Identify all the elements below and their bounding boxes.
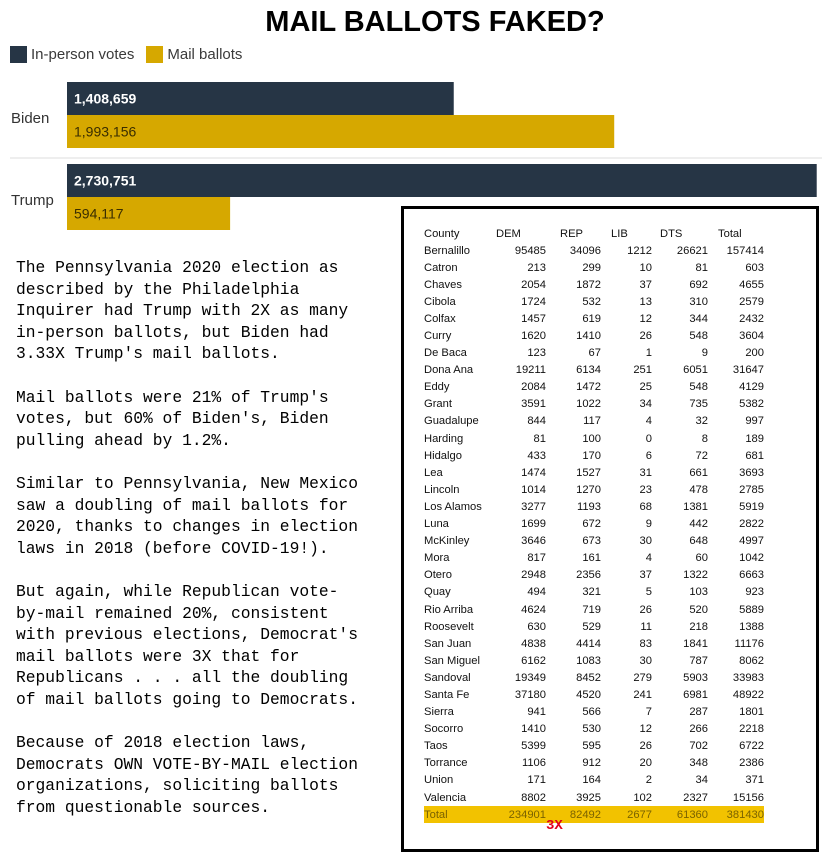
county-name-cell: Chaves: [424, 278, 462, 291]
county-name-cell: Torrance: [424, 757, 468, 770]
table-cell: 12: [639, 723, 652, 736]
table-cell: 321: [582, 586, 601, 599]
table-cell: 12: [639, 312, 652, 325]
table-cell: 0: [645, 432, 652, 445]
table-row: [424, 276, 764, 293]
table-cell: 83: [639, 637, 652, 650]
annotation-3x: 3X: [546, 818, 563, 834]
legend-label-in-person: In-person votes: [31, 46, 135, 63]
table-row: [424, 345, 764, 362]
table-cell: 548: [689, 381, 708, 394]
table-cell: 4: [645, 552, 652, 565]
table-cell: 37: [639, 278, 652, 291]
table-cell: 60: [695, 552, 708, 565]
narrative-paragraph: The Pennsylvania 2020 election as described by the Philadelphia Inquirer had Trump with 2X as many in-person ballots, but Biden had 3.33X Trump's mail ballots.: [16, 258, 349, 364]
table-row: [424, 772, 764, 789]
table-row: [424, 704, 764, 721]
table-cell: 344: [689, 312, 708, 325]
county-name-cell: Union: [424, 774, 454, 787]
table-cell: 19211: [515, 364, 546, 377]
table-cell: 9: [645, 518, 652, 531]
table-cell: 15156: [732, 791, 764, 804]
table-cell: 520: [689, 603, 708, 616]
narrative-paragraph: Mail ballots were 21% of Trump's votes, but 60% of Biden's, Biden pulling ahead by 1.2%.: [16, 387, 329, 450]
table-row: [424, 686, 764, 703]
table-cell: 1381: [683, 500, 708, 513]
table-cell: 529: [582, 620, 601, 633]
table-cell: 2822: [739, 518, 764, 531]
table-cell: 11176: [734, 637, 764, 650]
table-cell: 2579: [739, 295, 764, 308]
column-header: LIB: [611, 227, 628, 240]
table-cell: 13: [639, 295, 652, 308]
table-cell: 941: [527, 706, 546, 719]
county-name-cell: McKinley: [424, 535, 470, 548]
table-cell: 661: [689, 466, 708, 479]
legend-label-mail: Mail ballots: [167, 46, 243, 63]
county-table-body: [424, 242, 764, 823]
table-cell: 279: [633, 671, 652, 684]
table-cell: 997: [745, 415, 764, 428]
legend-swatch-in-person: [10, 46, 27, 63]
table-cell: 7: [645, 706, 652, 719]
table-cell: 6663: [739, 569, 764, 582]
table-cell: 530: [582, 723, 601, 736]
table-cell: 2785: [739, 483, 764, 496]
table-cell: 735: [689, 398, 708, 411]
table-cell: 1410: [521, 723, 546, 736]
table-cell: 157414: [726, 244, 764, 257]
county-name-cell: Otero: [424, 569, 452, 582]
table-cell: 1014: [521, 483, 546, 496]
table-cell: 287: [689, 706, 708, 719]
table-cell: 6981: [683, 688, 708, 701]
bar-value-label: 594,117: [74, 205, 124, 222]
table-cell: 2: [645, 774, 652, 787]
narrative-paragraph: But again, while Republican vote- by-mail remained 20%, consistent with previous elections, Democrat's mail ballots were 3X that for Republicans . . . all the doubling of mail ballots going to Democrats.: [16, 581, 358, 709]
table-cell: 787: [689, 654, 708, 667]
table-cell: 619: [582, 312, 601, 325]
table-cell: 648: [689, 535, 708, 548]
table-cell: 1212: [627, 244, 652, 257]
table-cell: 20: [639, 757, 652, 770]
county-name-cell: De Baca: [424, 347, 467, 360]
table-row: [424, 550, 764, 567]
table-cell: 1410: [576, 330, 601, 343]
county-name-cell: Cibola: [424, 295, 456, 308]
table-cell: 95485: [514, 244, 546, 257]
table-cell: 4838: [521, 637, 546, 650]
table-cell: 2677: [601, 806, 652, 823]
county-name-cell: Rio Arriba: [424, 603, 474, 616]
table-cell: 5: [645, 586, 652, 599]
table-cell: 8062: [739, 654, 764, 667]
table-row: [424, 481, 764, 498]
table-cell: 30: [639, 535, 652, 548]
table-cell: 1457: [521, 312, 546, 325]
legend-item-in-person: [10, 46, 134, 63]
table-cell: 1472: [576, 381, 601, 394]
table-cell: 1801: [739, 706, 764, 719]
bar-value-label: 1,993,156: [74, 123, 137, 140]
county-name-cell: Total: [424, 806, 496, 823]
county-name-cell: San Miguel: [424, 654, 480, 667]
table-cell: 1106: [521, 757, 546, 770]
table-cell: 4129: [739, 381, 764, 394]
table-row: [424, 430, 764, 447]
bar-in-person-trump: [67, 164, 817, 197]
county-name-cell: Santa Fe: [424, 688, 470, 701]
table-cell: 912: [582, 757, 601, 770]
county-name-cell: Catron: [424, 261, 458, 274]
table-cell: 5382: [739, 398, 764, 411]
table-row: [424, 516, 764, 533]
table-cell: 26: [639, 740, 652, 753]
table-cell: 844: [527, 415, 546, 428]
county-name-cell: Dona Ana: [424, 364, 474, 377]
table-cell: 117: [583, 415, 601, 428]
county-name-cell: Colfax: [424, 312, 456, 325]
table-cell: 4: [645, 415, 652, 428]
table-cell: 11: [640, 620, 652, 633]
table-cell: 603: [745, 261, 764, 274]
category-label: Biden: [11, 110, 50, 127]
column-header: Total: [718, 227, 742, 240]
table-cell: 9: [701, 347, 708, 360]
table-row: [424, 601, 764, 618]
table-cell: 72: [695, 449, 708, 462]
table-cell: 299: [582, 261, 601, 274]
table-cell: 532: [582, 295, 601, 308]
table-cell: 3277: [521, 500, 546, 513]
table-cell: 5889: [739, 603, 764, 616]
county-name-cell: Mora: [424, 552, 450, 565]
table-cell: 81: [533, 432, 546, 445]
table-cell: 348: [689, 757, 708, 770]
table-row: [424, 652, 764, 669]
table-cell: 2948: [521, 569, 546, 582]
table-cell: 2084: [521, 381, 546, 394]
table-cell: 1699: [521, 518, 546, 531]
column-header: County: [424, 227, 460, 240]
table-cell: 6162: [521, 654, 546, 667]
table-cell: 310: [689, 295, 708, 308]
table-cell: 33983: [732, 671, 764, 684]
table-cell: 34: [639, 398, 652, 411]
table-row: [424, 293, 764, 310]
table-cell: 4624: [521, 603, 546, 616]
legend-swatch-mail: [146, 46, 163, 63]
table-cell: 26621: [676, 244, 708, 257]
table-cell: 681: [745, 449, 764, 462]
table-cell: 81: [695, 261, 708, 274]
county-name-cell: Socorro: [424, 723, 464, 736]
table-cell: 371: [745, 774, 764, 787]
county-name-cell: Los Alamos: [424, 500, 482, 513]
county-name-cell: Grant: [424, 398, 452, 411]
table-cell: 5919: [739, 500, 764, 513]
table-cell: 692: [689, 278, 708, 291]
table-cell: 103: [689, 586, 708, 599]
table-cell: 1474: [521, 466, 546, 479]
table-cell: 630: [527, 620, 546, 633]
table-cell: 213: [527, 261, 546, 274]
table-row: [424, 669, 764, 686]
table-cell: 1: [645, 347, 652, 360]
table-cell: 251: [633, 364, 652, 377]
narrative-paragraph: Similar to Pennsylvania, New Mexico saw a doubling of mail ballots for 2020, thanks to changes in election laws in 2018 (before COVID-19!).: [16, 473, 358, 558]
table-row: [424, 396, 764, 413]
table-cell: 61360: [652, 806, 708, 823]
table-row: [424, 242, 764, 259]
table-row: [424, 738, 764, 755]
table-cell: 3925: [576, 791, 601, 804]
table-cell: 8: [701, 432, 708, 445]
table-cell: 817: [527, 552, 546, 565]
table-cell: 478: [689, 483, 708, 496]
table-row: [424, 362, 764, 379]
table-cell: 433: [527, 449, 546, 462]
table-cell: 2218: [739, 723, 764, 736]
table-cell: 189: [745, 432, 764, 445]
table-row: [424, 447, 764, 464]
table-cell: 702: [689, 740, 708, 753]
county-name-cell: Sierra: [424, 706, 454, 719]
county-name-cell: Curry: [424, 330, 452, 343]
table-cell: 5399: [521, 740, 546, 753]
table-total-row: [424, 806, 764, 823]
table-row: [424, 721, 764, 738]
table-cell: 234901: [496, 806, 546, 823]
table-cell: 1872: [576, 278, 601, 291]
table-cell: 4414: [576, 637, 601, 650]
table-cell: 241: [633, 688, 652, 701]
table-cell: 1322: [683, 569, 708, 582]
table-cell: 3646: [521, 535, 546, 548]
table-cell: 4520: [576, 688, 601, 701]
table-row: [424, 310, 764, 327]
table-cell: 1083: [576, 654, 601, 667]
table-cell: 2054: [521, 278, 546, 291]
table-cell: 123: [527, 347, 546, 360]
bar-value-label: 2,730,751: [74, 172, 137, 189]
table-cell: 6722: [739, 740, 764, 753]
county-name-cell: Eddy: [424, 381, 450, 394]
table-cell: 566: [582, 706, 601, 719]
table-cell: 171: [527, 774, 546, 787]
table-cell: 34: [695, 774, 708, 787]
table-cell: 48922: [732, 688, 764, 701]
table-cell: 161: [582, 552, 601, 565]
table-row: [424, 413, 764, 430]
table-cell: 2432: [739, 312, 764, 325]
table-cell: 25: [639, 381, 652, 394]
table-cell: 1022: [576, 398, 601, 411]
county-name-cell: Harding: [424, 432, 464, 445]
table-cell: 2327: [683, 791, 708, 804]
table-row: [424, 464, 764, 481]
table-cell: 6134: [576, 364, 601, 377]
county-name-cell: Lea: [424, 466, 443, 479]
table-cell: 3693: [739, 466, 764, 479]
table-cell: 37: [639, 569, 652, 582]
table-cell: 31: [639, 466, 652, 479]
table-cell: 26: [639, 603, 652, 616]
bar-mail-biden: [67, 115, 614, 148]
county-name-cell: Bernalillo: [424, 244, 471, 257]
county-name-cell: Hidalgo: [424, 449, 462, 462]
table-cell: 102: [633, 791, 652, 804]
table-cell: 1042: [739, 552, 764, 565]
table-cell: 672: [582, 518, 601, 531]
table-cell: 1620: [521, 330, 546, 343]
table-cell: 32: [695, 415, 708, 428]
table-cell: 8802: [521, 791, 546, 804]
table-row: [424, 618, 764, 635]
county-table: [424, 225, 764, 823]
narrative: [16, 257, 406, 840]
county-table-panel: [401, 206, 819, 852]
legend: [10, 46, 254, 63]
table-cell: 266: [689, 723, 708, 736]
county-name-cell: San Juan: [424, 637, 472, 650]
table-cell: 200: [745, 347, 764, 360]
table-cell: 67: [588, 347, 601, 360]
legend-item-mail: [146, 46, 242, 63]
table-cell: 2386: [739, 757, 764, 770]
table-cell: 1527: [576, 466, 601, 479]
table-cell: 4655: [739, 278, 764, 291]
table-row: [424, 533, 764, 550]
table-cell: 3604: [739, 330, 764, 343]
table-cell: 2356: [576, 569, 601, 582]
county-name-cell: Lincoln: [424, 483, 460, 496]
county-name-cell: Luna: [424, 518, 449, 531]
county-name-cell: Guadalupe: [424, 415, 479, 428]
table-cell: 10: [639, 261, 652, 274]
table-row: [424, 498, 764, 515]
table-cell: 26: [639, 330, 652, 343]
table-row: [424, 755, 764, 772]
table-cell: 23: [639, 483, 652, 496]
table-cell: 719: [582, 603, 601, 616]
bar-value-label: 1,408,659: [74, 90, 137, 107]
column-header: DEM: [496, 227, 521, 240]
category-label: Trump: [11, 192, 54, 209]
table-cell: 923: [745, 586, 764, 599]
table-row: [424, 567, 764, 584]
column-header: REP: [560, 227, 584, 240]
table-cell: 673: [582, 535, 601, 548]
table-cell: 1388: [739, 620, 764, 633]
table-cell: 548: [689, 330, 708, 343]
table-cell: 1270: [576, 483, 601, 496]
county-name-cell: Sandoval: [424, 671, 471, 684]
table-cell: 4997: [739, 535, 764, 548]
table-cell: 100: [582, 432, 601, 445]
table-row: [424, 259, 764, 276]
table-cell: 6: [645, 449, 652, 462]
table-cell: 19349: [514, 671, 546, 684]
table-row: [424, 327, 764, 344]
county-name-cell: Taos: [424, 740, 448, 753]
table-cell: 82492: [546, 806, 601, 823]
table-cell: 30: [639, 654, 652, 667]
table-cell: 6051: [683, 364, 708, 377]
table-cell: 218: [689, 620, 708, 633]
table-cell: 8452: [576, 671, 601, 684]
county-name-cell: Quay: [424, 586, 451, 599]
table-row: [424, 584, 764, 601]
column-header: DTS: [660, 227, 683, 240]
table-cell: 494: [527, 586, 546, 599]
table-cell: 164: [582, 774, 601, 787]
narrative-paragraph: Because of 2018 election laws, Democrats OWN VOTE-BY-MAIL election organizations, soliciting ballots from questionable sources.: [16, 733, 358, 817]
table-cell: 5903: [683, 671, 708, 684]
table-row: [424, 635, 764, 652]
chart-title: MAIL BALLOTS FAKED?: [265, 6, 605, 38]
table-cell: 1724: [521, 295, 546, 308]
table-row: [424, 789, 764, 806]
county-name-cell: Valencia: [424, 791, 467, 804]
county-name-cell: Roosevelt: [424, 620, 474, 633]
table-header-row: [424, 225, 764, 242]
table-cell: 442: [689, 518, 708, 531]
table-cell: 31647: [732, 364, 764, 377]
table-cell: 68: [639, 500, 652, 513]
table-cell: 170: [582, 449, 601, 462]
table-cell: 1193: [576, 500, 601, 513]
table-cell: 381430: [708, 806, 764, 823]
table-cell: 1841: [683, 637, 708, 650]
table-cell: 37180: [514, 688, 546, 701]
table-cell: 34096: [569, 244, 601, 257]
table-cell: 595: [582, 740, 601, 753]
table-cell: 3591: [521, 398, 546, 411]
table-row: [424, 379, 764, 396]
